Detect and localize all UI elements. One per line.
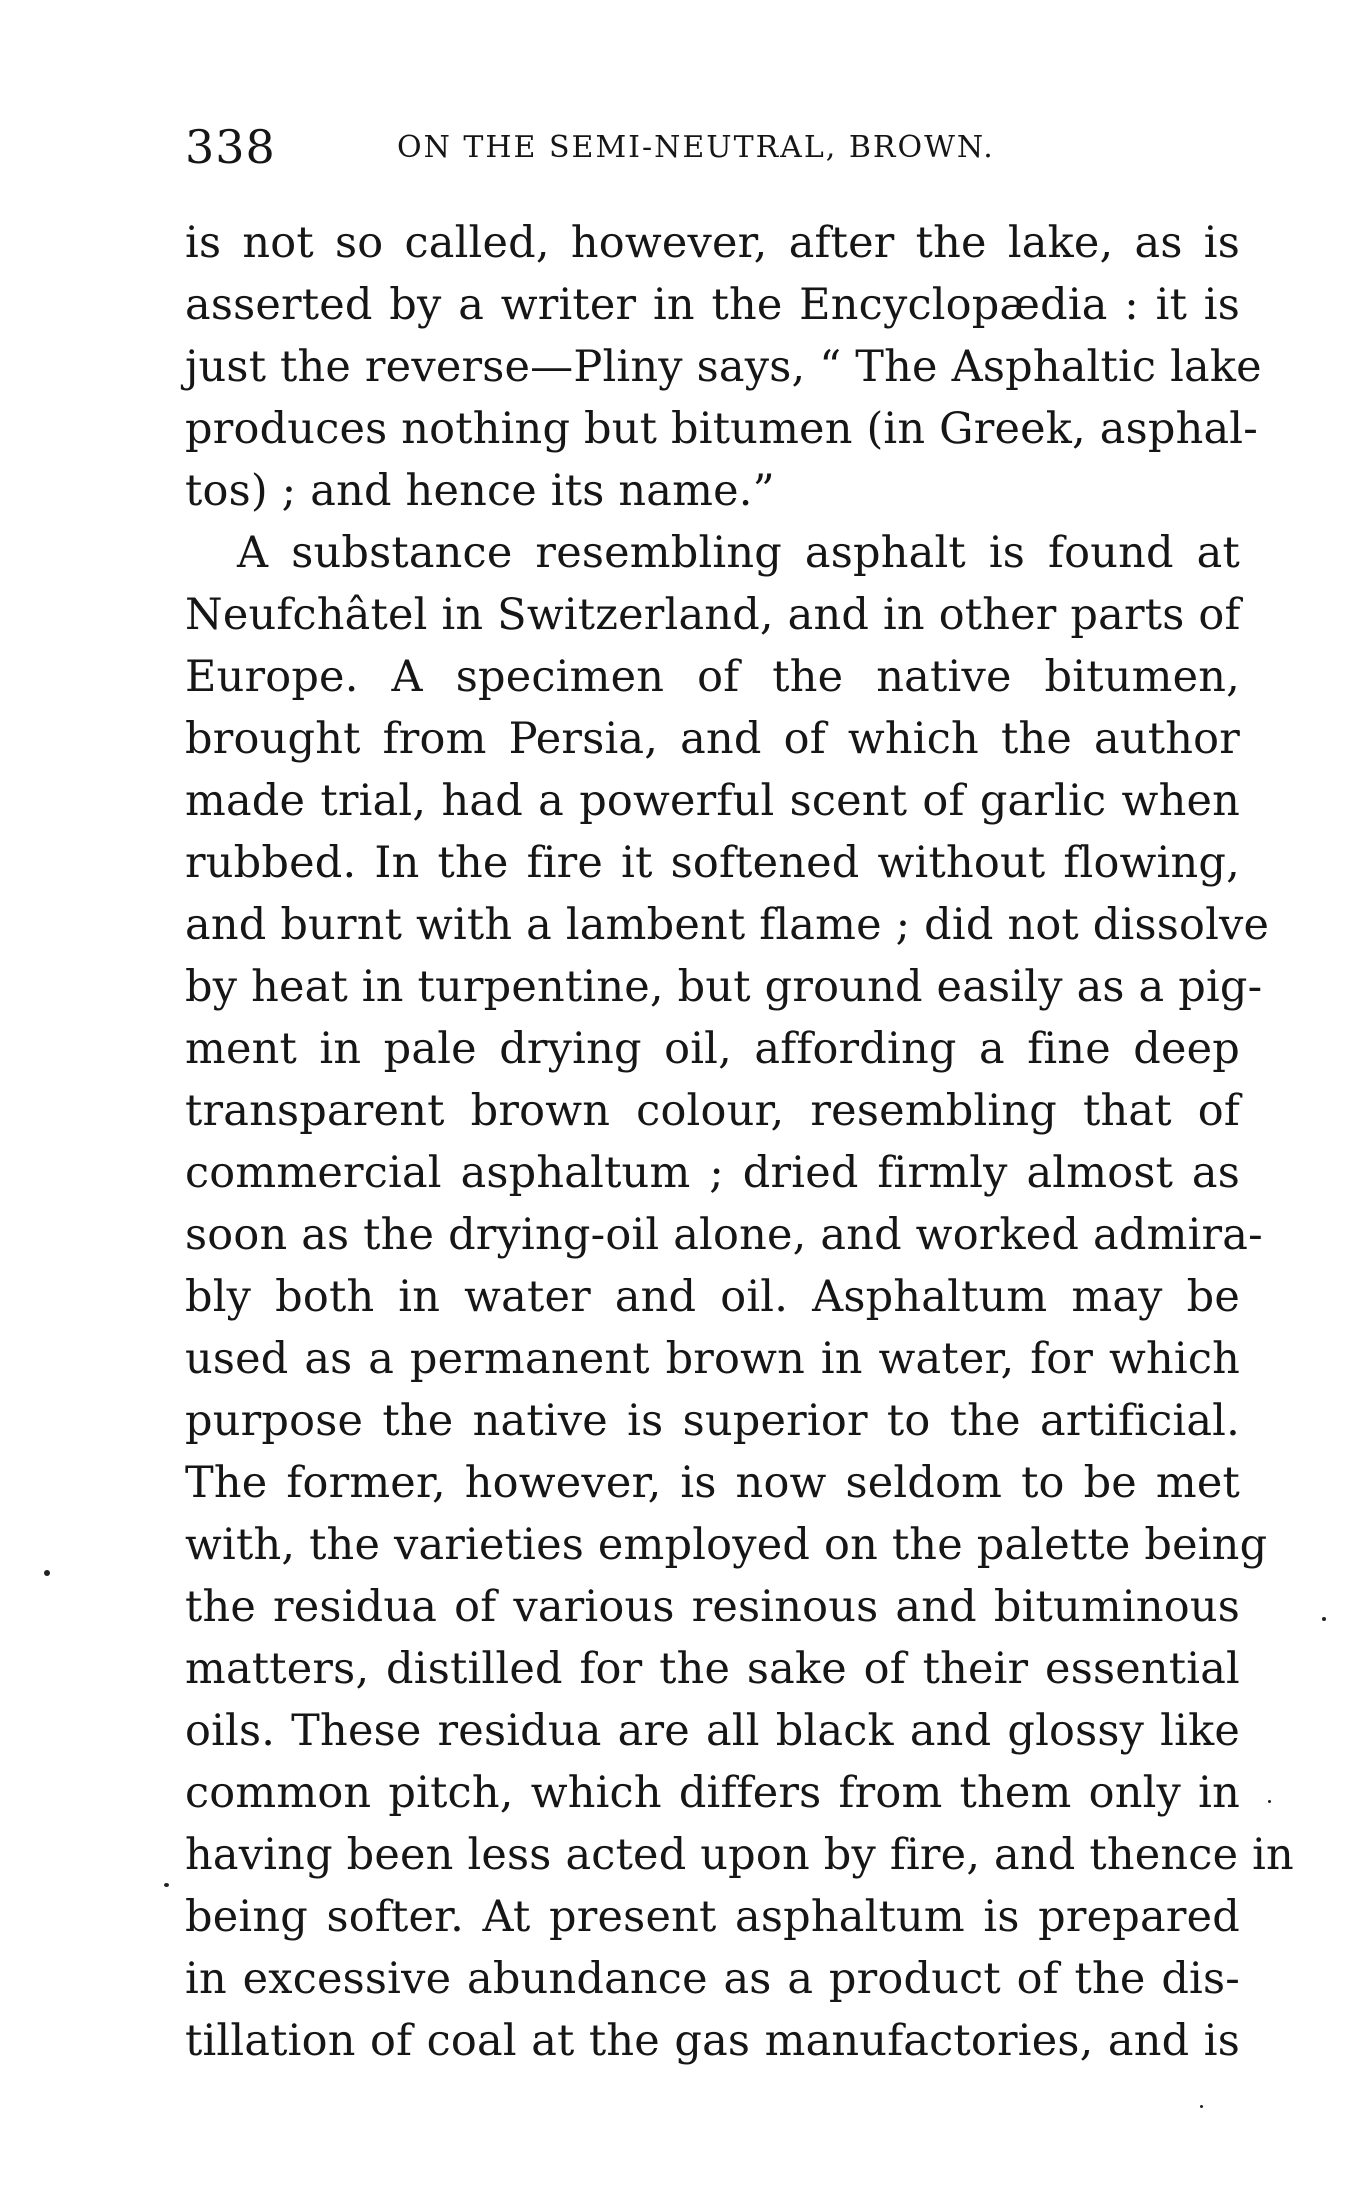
text-line: ment in pale drying oil, affording a fine deep: [185, 1024, 1240, 1074]
paragraph-start-line: A substance resembling asphalt is found at: [237, 528, 1240, 578]
text-line: brought from Persia, and of which the author: [185, 714, 1240, 764]
text-line: commercial asphaltum ; dried firmly almost as: [185, 1148, 1240, 1198]
text-line: being softer. At present asphaltum is prepared: [185, 1892, 1240, 1942]
text-line: transparent brown colour, resembling that of: [185, 1086, 1240, 1136]
print-speck: [1322, 1617, 1326, 1621]
body-text: [185, 212, 1294, 2072]
text-line: used as a permanent brown in water, for which: [185, 1334, 1240, 1384]
text-line: by heat in turpentine, but ground easily as a pig-: [185, 962, 1263, 1012]
running-title: ON THE SEMI-NEUTRAL, BROWN.: [397, 130, 995, 165]
text-line: having been less acted upon by fire, and thence in: [185, 1830, 1294, 1880]
text-line: rubbed. In the fire it softened without flowing,: [185, 838, 1240, 888]
page-number: 338: [185, 120, 276, 174]
text-line: in excessive abundance as a product of the dis-: [185, 1954, 1240, 2004]
text-line: purpose the native is superior to the artificial.: [185, 1396, 1240, 1446]
text-line: is not so called, however, after the lake, as is: [185, 218, 1240, 268]
text-line: and burnt with a lambent flame ; did not dissolve: [185, 900, 1270, 950]
print-speck: [1200, 2105, 1203, 2108]
print-speck: [1268, 1800, 1271, 1803]
text-line: just the reverse—Pliny says, “ The Asphaltic lake: [185, 342, 1262, 392]
text-line: made trial, had a powerful scent of garlic when: [185, 776, 1240, 826]
text-line: produces nothing but bitumen (in Greek, asphal-: [185, 404, 1258, 454]
text-line: soon as the drying-oil alone, and worked admira-: [185, 1210, 1263, 1260]
page-header: [185, 120, 1245, 180]
text-line: the residua of various resinous and bituminous: [185, 1582, 1240, 1632]
text-line: The former, however, is now seldom to be met: [185, 1458, 1240, 1508]
text-line: tillation of coal at the gas manufactories, and is: [185, 2016, 1240, 2066]
print-speck: [164, 1883, 169, 1887]
text-line: bly both in water and oil. Asphaltum may be: [185, 1272, 1240, 1322]
text-line: tos) ; and hence its name.”: [185, 466, 775, 516]
text-line: with, the varieties employed on the palette being: [185, 1520, 1268, 1570]
text-line: Europe. A specimen of the native bitumen,: [185, 652, 1240, 702]
text-line: common pitch, which differs from them only in: [185, 1768, 1240, 1818]
text-line: Neufchâtel in Switzerland, and in other parts of: [185, 590, 1241, 640]
text-line: matters, distilled for the sake of their essential: [185, 1644, 1240, 1694]
text-line: asserted by a writer in the Encyclopædia : it is: [185, 280, 1240, 330]
text-line: oils. These residua are all black and glossy like: [185, 1706, 1240, 1756]
print-speck: [44, 1570, 50, 1576]
